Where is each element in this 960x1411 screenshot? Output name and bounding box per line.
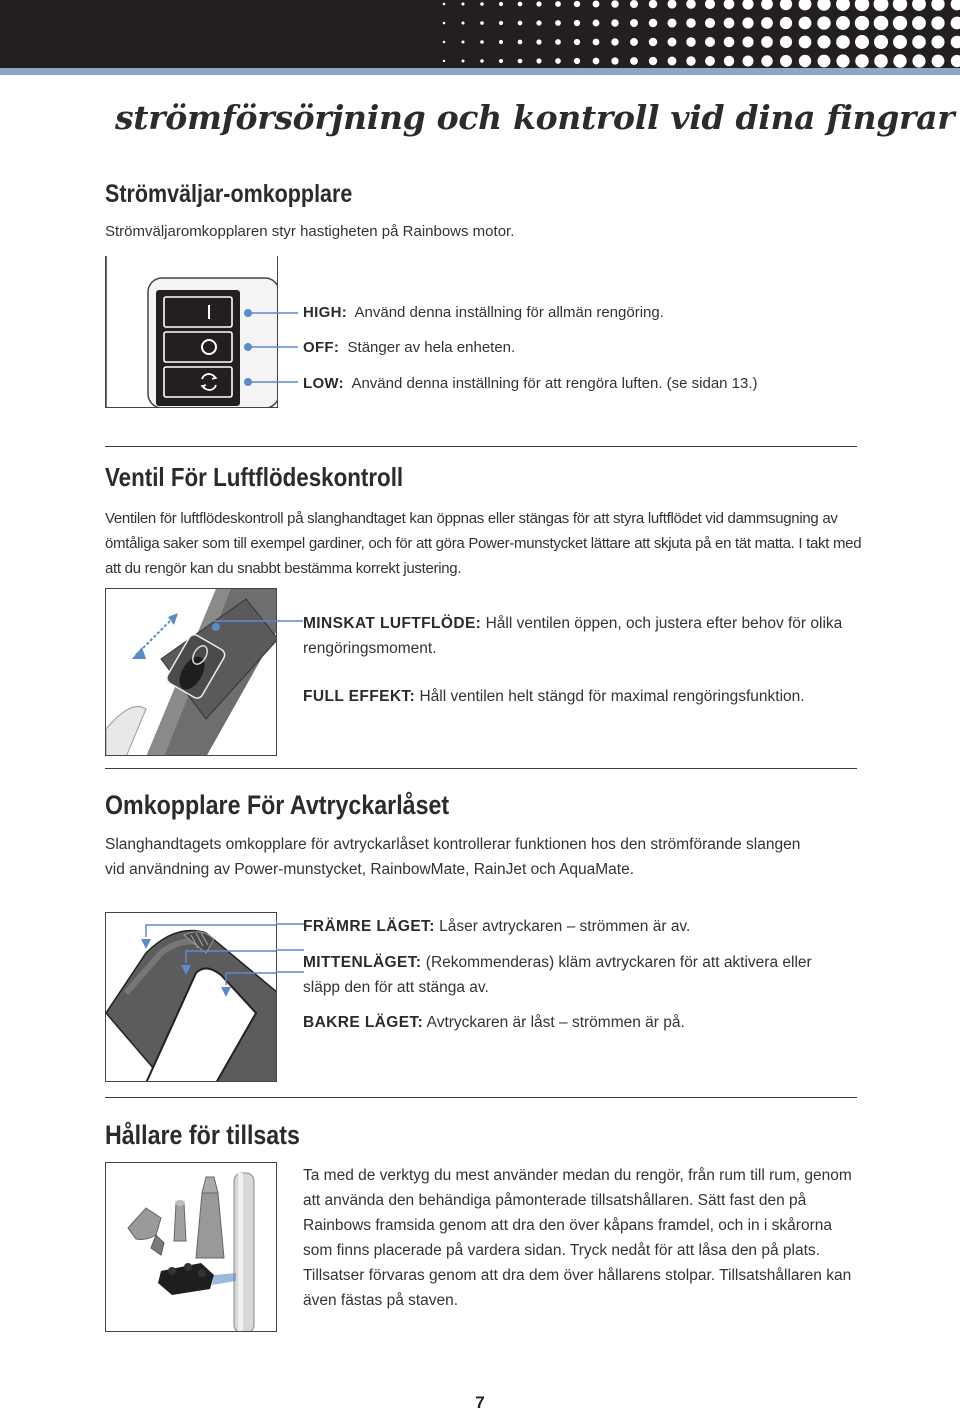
header-dot	[817, 0, 830, 11]
header-dot	[742, 0, 753, 10]
header-dot	[630, 19, 638, 27]
label-low-key: LOW:	[303, 375, 344, 392]
header-dot	[630, 0, 638, 8]
header-dot	[761, 17, 773, 29]
header-dot	[536, 20, 541, 25]
section-title-power-switch: Strömväljar-omkopplare	[105, 180, 353, 208]
header-dot	[462, 60, 465, 63]
header-dot	[555, 39, 561, 45]
header-dot	[874, 54, 888, 68]
label-front-position-key: FRÄMRE LÄGET:	[303, 918, 435, 935]
header-dot	[743, 56, 754, 67]
label-full-power	[303, 684, 843, 709]
label-rear-position	[303, 1010, 863, 1035]
header-dot	[461, 2, 464, 5]
header-dot	[686, 0, 696, 9]
header-dot	[836, 35, 850, 49]
header-dot	[951, 17, 960, 30]
label-middle-position	[303, 950, 848, 1000]
header-dot	[724, 0, 735, 9]
header-dot	[649, 0, 658, 8]
header-dot	[742, 36, 753, 47]
header-dot	[686, 18, 696, 28]
label-full-power-text: Håll ventilen helt stängd för maximal rengöringsfunktion.	[419, 688, 805, 705]
header-dot	[686, 56, 695, 65]
attachment-holder-illustration	[105, 1162, 277, 1332]
header-dot	[855, 0, 869, 11]
label-front-position-text: Låser avtryckaren – strömmen är av.	[439, 918, 691, 935]
header-dot	[761, 0, 773, 10]
header-dot	[912, 0, 926, 11]
header-dot	[480, 59, 484, 63]
header-dot	[668, 38, 677, 47]
header-dot	[742, 17, 753, 28]
header-dot	[443, 3, 446, 6]
header-stripe	[0, 68, 960, 75]
header-bar	[0, 0, 960, 68]
switch-high-icon	[164, 297, 232, 327]
header-dot	[499, 59, 503, 63]
header-dot	[518, 40, 523, 45]
header-dot	[593, 58, 600, 65]
header-dot	[761, 36, 773, 48]
header-dot	[799, 0, 812, 10]
power-switch-intro: Strömväljaromkopplaren styr hastigheten på Rainbows motor.	[105, 223, 515, 240]
header-dot	[836, 16, 850, 30]
header-dot	[555, 20, 561, 26]
divider	[105, 446, 857, 447]
header-dot	[951, 36, 960, 49]
header-dot	[931, 35, 944, 48]
label-low	[303, 371, 758, 396]
header-dot	[951, 55, 960, 67]
label-off	[303, 335, 515, 360]
header-dot	[912, 16, 926, 30]
label-off-text: Stänger av hela enheten.	[347, 339, 516, 356]
header-dot	[893, 35, 907, 49]
page-title: strömförsörjning och kontroll vid dina fingrar	[115, 98, 955, 137]
header-dot	[574, 39, 580, 45]
header-dot	[724, 18, 735, 29]
header-dot	[611, 38, 618, 45]
header-dot	[630, 57, 638, 65]
header-dot	[855, 16, 869, 30]
header-dot	[912, 35, 926, 49]
power-switch-callout-lines	[248, 305, 298, 385]
header-dot	[893, 54, 906, 67]
label-middle-position-text: (Rekommenderas) kläm avtryckaren för att aktivera eller släpp den för att stänga av.	[303, 954, 812, 996]
header-dot	[461, 40, 464, 43]
label-low-text: Använd denna inställning för att rengöra luften. (se sidan 13.)	[351, 375, 758, 392]
header-dot	[574, 20, 580, 26]
header-dot	[799, 55, 811, 67]
header-dot	[724, 37, 735, 48]
header-dot	[518, 21, 523, 26]
section-title-attachment-holder: Hållare för tillsats	[105, 1120, 300, 1150]
header-dot	[855, 54, 868, 67]
header-dot	[705, 37, 715, 47]
label-reduced-airflow-text: Håll ventilen öppen, och justera efter behov för olika rengöringsmoment.	[303, 615, 843, 657]
divider	[105, 1097, 857, 1098]
label-off-key: OFF:	[303, 339, 340, 356]
header-dot	[817, 16, 830, 29]
header-dot	[686, 37, 696, 47]
page-number: 7	[475, 1393, 485, 1411]
header-dot	[780, 17, 792, 29]
airflow-callout-line	[213, 615, 303, 627]
header-dot	[874, 16, 889, 31]
header-dot	[893, 16, 907, 30]
header-dot	[649, 38, 657, 46]
header-dot	[480, 21, 484, 25]
header-dot	[931, 16, 944, 29]
header-dot	[705, 18, 715, 28]
airflow-valve-body: Ventilen för luftflödeskontroll på slanghandtaget kan öppnas eller stängas för att styra luftflödet vid dammsugning av ömtåliga saker som till exempel gardiner, och för att göra Power-munstycket lättare att skjuta på en tät matta. I takt med att du rengör kan du snabbt bestämma korrekt justering.	[105, 510, 862, 577]
header-dot	[555, 1, 561, 7]
label-reduced-airflow	[303, 611, 843, 661]
label-high	[303, 300, 664, 325]
header-dot	[461, 21, 464, 24]
label-front-position	[303, 914, 863, 939]
header-dot	[780, 0, 792, 10]
header-dot-pattern	[0, 0, 960, 68]
header-dot	[536, 58, 541, 63]
header-dot	[836, 0, 850, 11]
header-dot	[668, 57, 677, 66]
trigger-lock-illustration	[105, 912, 277, 1082]
header-dot	[667, 0, 676, 9]
switch-off-icon	[164, 332, 232, 362]
header-dot	[574, 58, 580, 64]
header-dot	[443, 22, 446, 25]
header-dot	[555, 58, 561, 64]
header-dot	[874, 35, 888, 49]
header-dot	[649, 57, 657, 65]
header-dot	[667, 18, 676, 27]
header-dot	[499, 40, 503, 44]
label-high-text: Använd denna inställning för allmän rengöring.	[354, 304, 664, 321]
header-dot	[443, 60, 445, 62]
trigger-lock-callout-lines	[276, 920, 304, 1030]
header-dot	[780, 55, 792, 67]
header-dot	[780, 36, 792, 48]
header-dot	[611, 0, 618, 7]
header-dot	[761, 55, 772, 66]
header-dot	[518, 59, 523, 64]
header-dot	[480, 2, 484, 6]
airflow-valve-illustration	[105, 588, 277, 756]
header-dot	[818, 55, 831, 68]
header-dot	[611, 57, 618, 64]
header-dot	[649, 19, 658, 28]
header-dot	[799, 36, 812, 49]
header-dot	[536, 1, 541, 6]
header-dot	[499, 21, 503, 25]
label-middle-position-key: MITTENLÄGET:	[303, 954, 422, 971]
header-dot	[874, 0, 889, 11]
header-dot	[799, 17, 812, 30]
header-dot	[705, 0, 715, 9]
label-high-key: HIGH:	[303, 304, 347, 321]
header-dot	[593, 20, 600, 27]
header-dot	[443, 41, 446, 44]
label-reduced-airflow-key: MINSKAT LUFTFLÖDE:	[303, 615, 482, 632]
label-rear-position-key: BAKRE LÄGET:	[303, 1014, 424, 1031]
header-dot	[518, 2, 523, 7]
header-dot	[855, 35, 869, 49]
header-dot	[574, 1, 580, 7]
header-dot	[593, 1, 600, 8]
section-title-airflow-valve: Ventil För Luftflödeskontroll	[105, 462, 404, 492]
header-dot	[480, 40, 484, 44]
header-dot	[836, 54, 849, 67]
attachment-holder-body: Ta med de verktyg du mest använder medan du rengör, från rum till rum, genom att använda den behändiga påmonterade tillsatshållaren. Sätt fast den på Rainbows framsida genom att dra den över kåpans framdel, och in i skårorna som finns placerade på vardera sidan. Tryck nedåt för att låsa den på plats. Tillsatser förvaras genom att dra dem över hållarens stolpar. Tillsatshållaren kan även fästas på staven.	[303, 1167, 852, 1309]
header-dot	[912, 54, 925, 67]
header-dot	[893, 0, 907, 11]
label-full-power-key: FULL EFFEKT:	[303, 688, 416, 705]
header-dot	[724, 56, 734, 66]
header-dot	[931, 0, 944, 11]
header-dot	[536, 39, 541, 44]
trigger-lock-body: Slanghandtagets omkopplare för avtryckarlåset kontrollerar funktionen hos den strömförande slangen vid användning av Power-munstycket, RainbowMate, RainJet och AquaMate.	[105, 836, 801, 878]
section-title-trigger-lock: Omkopplare För Avtryckarlåset	[105, 790, 450, 820]
header-dot	[705, 56, 715, 66]
header-dot	[932, 55, 945, 68]
header-dot	[630, 38, 638, 46]
header-dot	[951, 0, 960, 10]
switch-low-icon	[164, 367, 232, 397]
header-dot	[593, 39, 600, 46]
divider	[105, 768, 857, 769]
header-dot	[499, 2, 503, 6]
label-rear-position-text: Avtryckaren är låst – strömmen är på.	[426, 1014, 685, 1031]
header-dot	[817, 35, 830, 48]
header-dot	[611, 19, 618, 26]
